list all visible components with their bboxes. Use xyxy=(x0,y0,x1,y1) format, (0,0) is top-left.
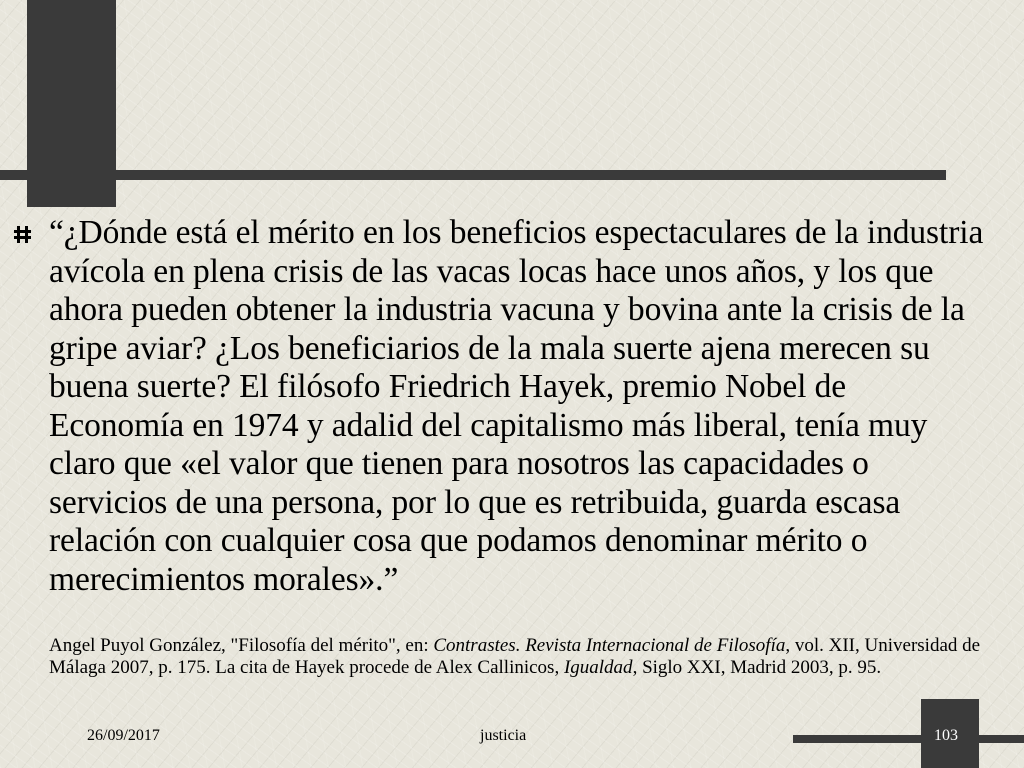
quote-text: “¿Dónde está el mérito en los beneficios espectaculares de la industria avícola en plena crisis de las vacas locas hace unos años, y los que ahora pueden obtener la industria vacuna y bovina ante la crisis de la gripe aviar? ¿Los beneficiarios de la mala suerte ajena merecen su buena suerte? El filósofo Friedrich Hayek, premio Nobel de Economía en 1974 y adalid del capitalismo más liberal, tenía muy claro que «el valor que tienen para nosotros las capacidades o servicios de una persona, por lo que es retribuida, guarda escasa relación con cualquier cosa que podamos denominar mérito o merecimientos morales».” xyxy=(49,214,984,598)
citation-part-2: , vol. XII, Universidad de Málaga 2007, p. 175. La cita de Hayek procede de Alex Callinicos, xyxy=(49,635,981,678)
footer-subject: justicia xyxy=(480,727,527,744)
citation-book: Igualdad xyxy=(563,657,633,678)
decorative-horizontal-line xyxy=(0,170,946,180)
hash-bullet-icon xyxy=(14,226,31,243)
citation-journal: Contrastes. Revista Internacional de Filosofía xyxy=(433,635,786,656)
slide-number: 103 xyxy=(934,727,958,744)
citation-part-1: Angel Puyol González, "Filosofía del mérito", en: xyxy=(49,635,434,656)
footer-decorative-line xyxy=(793,735,1024,743)
citation-part-3: , Siglo XXI, Madrid 2003, p. 95. xyxy=(632,657,882,678)
footer-date: 26/09/2017 xyxy=(87,727,160,744)
citation-text xyxy=(49,635,989,679)
